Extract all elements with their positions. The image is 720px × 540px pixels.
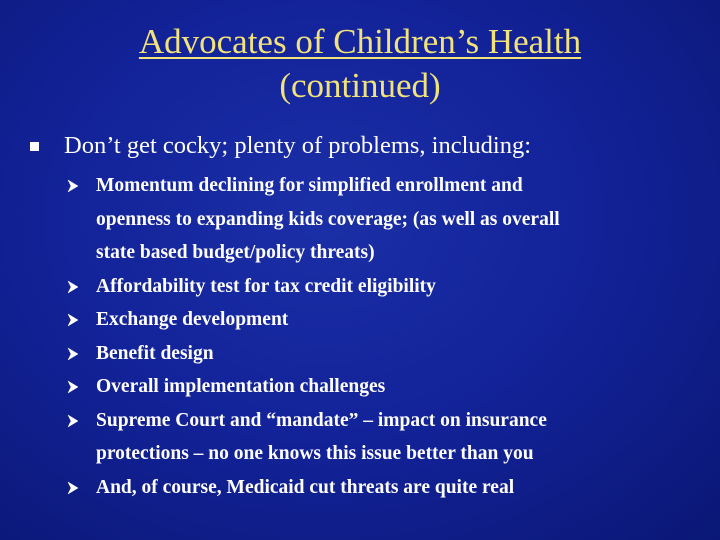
sub-bullet-6-line-2: protections – no one knows this issue better than you <box>96 443 534 464</box>
slide-title <box>40 20 680 108</box>
arrowhead-bullet-icon <box>66 414 80 428</box>
sub-bullet-7-line-1: And, of course, Medicaid cut threats are quite real <box>96 476 515 498</box>
arrowhead-bullet-icon <box>66 313 80 327</box>
arrowhead-bullet-icon <box>66 280 80 294</box>
arrowhead-bullet-icon <box>66 481 80 495</box>
sub-bullet-2 <box>66 270 706 304</box>
sub-bullet-1-line-3: state based budget/policy threats) <box>96 242 375 263</box>
square-bullet-icon <box>30 142 39 151</box>
arrowhead-bullet-icon <box>66 380 80 394</box>
sub-bullet-1-line-1: Momentum declining for simplified enrollment and <box>96 175 523 196</box>
sub-bullet-6-line-1: Supreme Court and “mandate” – impact on insurance <box>96 409 547 431</box>
sub-bullet-3-line-1: Exchange development <box>96 309 289 330</box>
sub-bullet-1-line-2: openness to expanding kids coverage; (as well as overall <box>96 208 560 230</box>
main-bullet-text: Don’t get cocky; plenty of problems, including: <box>64 132 532 159</box>
sub-bullet-1 <box>66 169 706 270</box>
title-line-1: Advocates of Children’s Health <box>138 22 582 61</box>
sub-bullet-2-line-1: Affordability test for tax credit eligibility <box>96 275 436 297</box>
sub-bullet-7 <box>66 471 706 505</box>
sub-bullet-4-line-1: Benefit design <box>96 342 214 364</box>
arrowhead-bullet-icon <box>66 179 80 193</box>
sub-bullet-list <box>66 169 706 504</box>
sub-bullet-3 <box>66 303 706 337</box>
sub-bullet-5-line-1: Overall implementation challenges <box>96 376 386 397</box>
sub-bullet-5 <box>66 370 706 404</box>
sub-bullet-4 <box>66 337 706 371</box>
arrowhead-bullet-icon <box>66 347 80 361</box>
sub-bullet-6 <box>66 404 706 471</box>
title-line-2: (continued) <box>279 66 441 105</box>
